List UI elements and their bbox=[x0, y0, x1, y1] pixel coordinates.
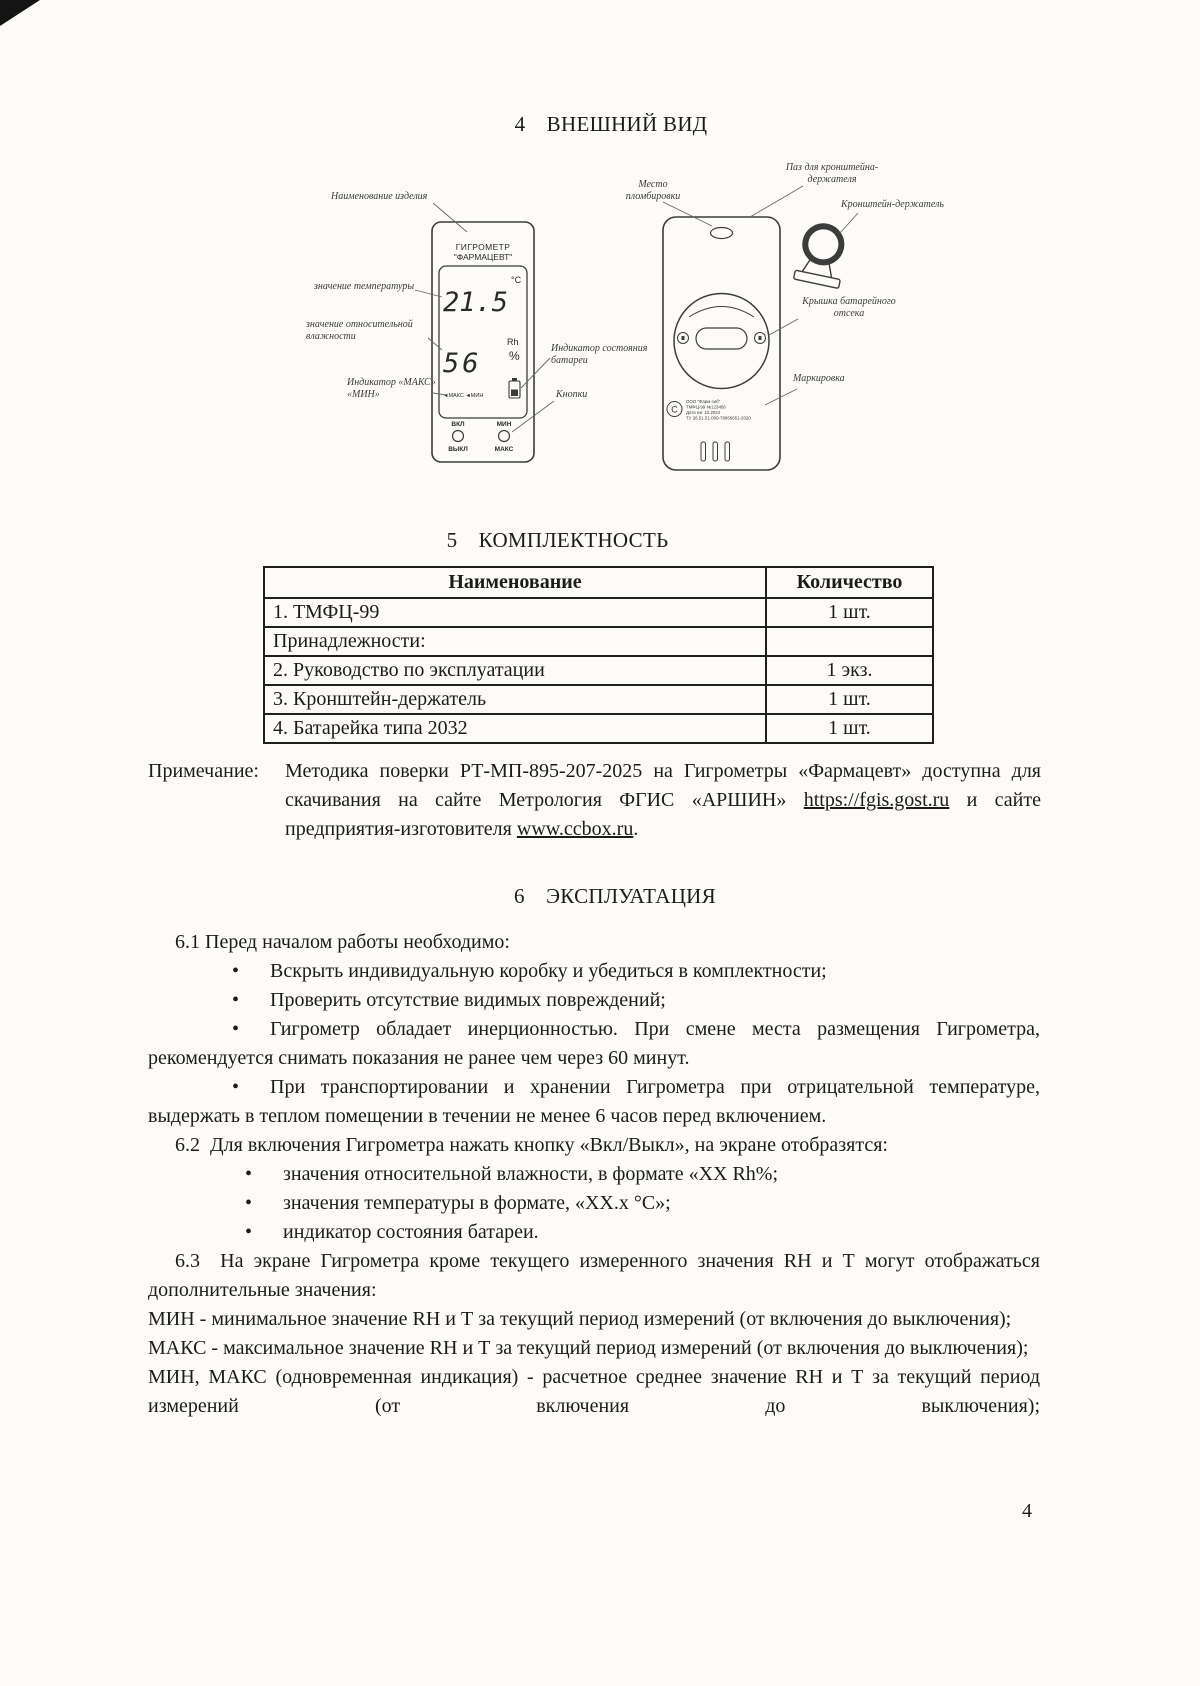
lcd-rh-unit: Rh bbox=[507, 337, 519, 347]
para-6-3: 6.3 На экране Гигрометра кроме текущего измеренного значения RH и Т могут отображаться дополнительные значения: bbox=[148, 1250, 1040, 1301]
bullet-marker: • bbox=[232, 989, 240, 1011]
callout-line-battery bbox=[521, 358, 550, 388]
bullet-marker: • bbox=[245, 1163, 253, 1185]
para-6-1: 6.1 Перед началом работы необходимо: bbox=[175, 931, 510, 953]
bullet-marker: • bbox=[245, 1221, 253, 1243]
note-text-2: и сайте предприятия-изготовителя bbox=[285, 789, 1042, 840]
bullet-item bbox=[148, 1015, 1040, 1073]
battery-cover-circle bbox=[674, 294, 769, 389]
scan-corner-artifact bbox=[0, 0, 40, 26]
bullet-text: При транспортировании и хранении Гигрометра при отрицательной температуре, выдержать в теплом помещении в течении не менее 6 часов перед включением. bbox=[148, 1076, 1040, 1127]
item-qty bbox=[766, 627, 933, 656]
note-text-1: Методика поверки РТ-МП-895-207-2025 на Гигрометры «Фармацевт» доступна для скачивания на сайте Метрология ФГИС «АРШИН» bbox=[285, 760, 1041, 811]
lcd-minmax-indicator: ◄МАКС ◄МИН bbox=[443, 393, 484, 399]
certification-logo-letter: C bbox=[671, 404, 678, 415]
page-number: 4 bbox=[1022, 1500, 1032, 1522]
vent-slot-3 bbox=[725, 442, 730, 461]
bullet-text: Вскрыть индивидуальную коробку и убедиться в комплектности; bbox=[270, 960, 827, 982]
callout-line-buttons bbox=[512, 401, 554, 432]
bullet-text: Проверить отсутствие видимых повреждений; bbox=[270, 989, 666, 1011]
bullet-marker: • bbox=[232, 1076, 240, 1098]
bracket-base bbox=[793, 270, 840, 288]
item-name: 3. Кронштейн-держатель bbox=[264, 685, 766, 714]
front-brand-line2: "ФАРМАЦЕВТ" bbox=[453, 252, 513, 262]
table-header-qty: Количество bbox=[766, 567, 933, 598]
callout-line-marking bbox=[765, 389, 797, 405]
callout-line-groove bbox=[750, 186, 803, 217]
lock-left-pin bbox=[682, 336, 685, 340]
callout-humidity: значение относительной влажности bbox=[306, 319, 413, 342]
power-button-label-bottom: ВЫКЛ bbox=[448, 446, 468, 453]
battery-cover-grip bbox=[696, 328, 747, 349]
section-5-heading: 5 КОМПЛЕКТНОСТЬ bbox=[446, 528, 669, 552]
table-header-row bbox=[264, 567, 933, 598]
para-6-2: 6.2 Для включения Гигрометра нажать кнопку «Вкл/Выкл», на экране отобразятся: bbox=[175, 1134, 888, 1156]
item-name: Принадлежности: bbox=[264, 627, 766, 656]
table-row bbox=[264, 627, 933, 656]
note-period: . bbox=[633, 818, 639, 840]
power-button-label-top: ВКЛ bbox=[451, 421, 465, 428]
bullet-marker: • bbox=[232, 960, 240, 982]
item-name: 4. Батарейка типа 2032 bbox=[264, 714, 766, 743]
callout-marking: Маркировка bbox=[793, 373, 845, 384]
section-6-heading: 6 ЭКСПЛУАТАЦИЯ bbox=[514, 884, 716, 908]
callout-battery-indicator: Индикатор состояния батареи bbox=[551, 343, 648, 366]
callout-temperature: значение температуры bbox=[314, 281, 415, 292]
bracket-holder-drawing bbox=[793, 222, 850, 288]
fgis-link[interactable]: https://fgis.gost.ru bbox=[803, 789, 950, 811]
callout-seal-place: Место пломбировки bbox=[625, 179, 681, 202]
front-brand-line1: ГИГРОМЕТР bbox=[455, 242, 511, 252]
operation-text bbox=[148, 928, 1040, 1421]
note-paragraph bbox=[148, 757, 1041, 844]
item-qty: 1 шт. bbox=[766, 598, 933, 627]
note-label: Примечание: bbox=[148, 760, 259, 782]
callout-product-name: Наименование изделия bbox=[331, 191, 428, 202]
callout-line-temperature bbox=[415, 290, 442, 297]
power-button bbox=[453, 431, 464, 442]
bullet-item bbox=[148, 1073, 1040, 1131]
table-row bbox=[264, 714, 933, 743]
marking-line-2: ТМФЦ-99 №123456 bbox=[686, 404, 726, 410]
para-6-3-max: МАКС - максимальное значение RH и Т за текущий период измерений (от включения до выключения); bbox=[148, 1337, 1029, 1359]
seal-hole bbox=[711, 228, 733, 239]
para-6-3-minmax: МИН, МАКС (одновременная индикация) - расчетное среднее значение RH и Т за текущий период измерений (от включения до выключения); bbox=[148, 1366, 1040, 1417]
bracket-ring bbox=[802, 223, 845, 266]
callout-line-humidity bbox=[428, 338, 442, 350]
front-text-group bbox=[443, 242, 522, 453]
item-qty: 1 шт. bbox=[766, 714, 933, 743]
table-row bbox=[264, 656, 933, 685]
vent-slot-2 bbox=[713, 442, 718, 461]
device-back-drawing bbox=[663, 217, 780, 470]
battery-cover-arc bbox=[689, 307, 754, 318]
bullet-item bbox=[148, 1189, 1040, 1218]
bullet-text: индикатор состояния батареи. bbox=[283, 1221, 539, 1243]
back-marking-text bbox=[671, 399, 751, 421]
bullet-text: значения относительной влажности, в формате «XX Rh%; bbox=[283, 1163, 779, 1185]
bullet-marker: • bbox=[245, 1192, 253, 1214]
bullet-marker: • bbox=[232, 1018, 240, 1040]
lcd-rh-value: 56 bbox=[443, 348, 482, 379]
lcd-percent-sign: % bbox=[509, 349, 520, 363]
vent-slot-1 bbox=[701, 442, 706, 461]
marking-line-4: ТУ 26.51.51-009-78066651-2020 bbox=[686, 415, 751, 421]
callout-bracket-holder: Кронштейн-держатель bbox=[841, 199, 944, 210]
item-qty: 1 экз. bbox=[766, 656, 933, 685]
table-row bbox=[264, 685, 933, 714]
bullet-item bbox=[148, 1160, 1040, 1189]
bullet-text: значения температуры в формате, «XX.x °C»; bbox=[283, 1192, 671, 1214]
lock-right-pin bbox=[759, 336, 762, 340]
lcd-temp-unit: °C bbox=[511, 275, 522, 285]
minmax-button-label-bottom: МАКС bbox=[494, 446, 514, 453]
bullet-item bbox=[148, 986, 1040, 1015]
item-qty: 1 шт. bbox=[766, 685, 933, 714]
callout-line-product-name bbox=[433, 203, 467, 232]
battery-icon-level bbox=[511, 390, 518, 397]
marking-line-1: ООО "Фарм сиб" bbox=[686, 399, 721, 404]
callout-buttons: Кнопки bbox=[556, 389, 588, 400]
minmax-button-label-top: МИН bbox=[496, 421, 512, 428]
battery-icon-cap bbox=[512, 378, 517, 381]
item-name: 2. Руководство по эксплуатации bbox=[264, 656, 766, 685]
lcd-temp-value: 21.5 bbox=[443, 287, 509, 318]
callout-bracket-groove: Паз для кронштейна-держателя bbox=[785, 162, 879, 185]
callout-minmax-indicator: Индикатор «МАКС» «МИН» bbox=[347, 377, 436, 400]
table-header-name: Наименование bbox=[264, 567, 766, 598]
minmax-button bbox=[499, 431, 510, 442]
back-body bbox=[663, 217, 780, 470]
callout-line-bracket bbox=[840, 213, 858, 233]
callout-line-cover bbox=[769, 319, 798, 335]
marking-line-3: Дата изг 10.2024 bbox=[686, 410, 721, 415]
contents-table bbox=[263, 566, 934, 744]
section-4-heading: 4 ВНЕШНИЙ ВИД bbox=[514, 112, 708, 136]
bullet-item bbox=[148, 957, 1040, 986]
table-row bbox=[264, 598, 933, 627]
bullet-item bbox=[148, 1218, 1040, 1247]
item-name: 1. ТМФЦ-99 bbox=[264, 598, 766, 627]
ccbox-link[interactable]: www.ccbox.ru bbox=[516, 818, 634, 840]
callout-battery-cover: Крышка батарейного отсека bbox=[802, 296, 896, 319]
para-6-3-min: МИН - минимальное значение RH и Т за текущий период измерений (от включения до выключения); bbox=[148, 1308, 1012, 1330]
bullet-text: Гигрометр обладает инерционностью. При смене места размещения Гигрометра, рекомендуется снимать показания не ранее чем через 60 минут. bbox=[148, 1018, 1040, 1069]
callout-line-seal bbox=[663, 202, 712, 226]
